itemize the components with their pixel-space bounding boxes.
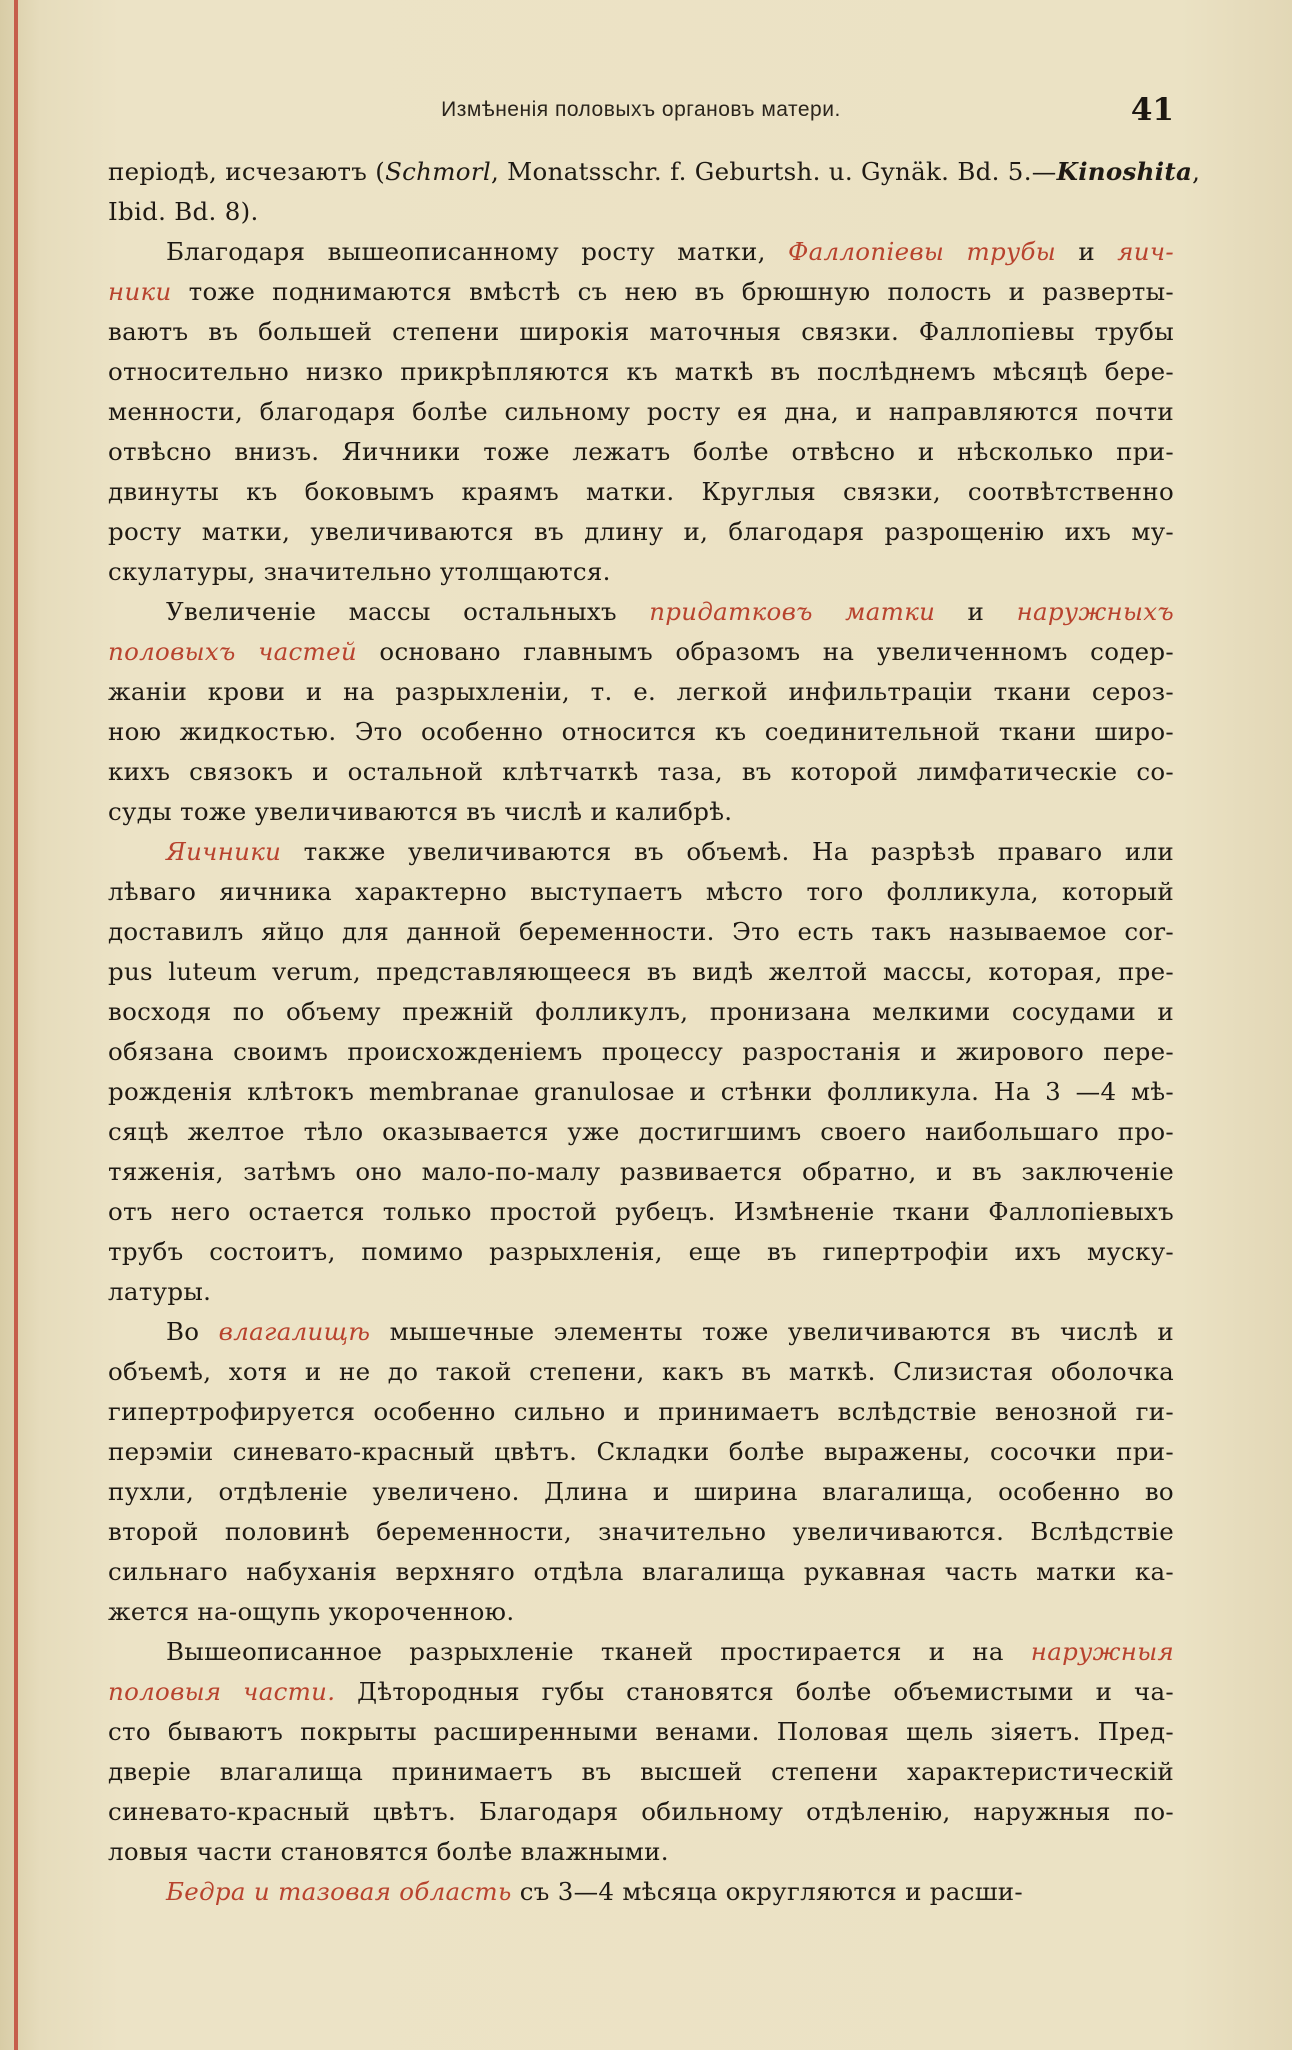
text-span: основано главнымъ образомъ на увеличенномъ содер-	[356, 637, 1174, 666]
text-line	[108, 832, 1174, 872]
text-line	[108, 1232, 1174, 1272]
text-line	[108, 1112, 1174, 1152]
spine-margin-line	[14, 0, 18, 2050]
text-line	[108, 272, 1174, 312]
text-line	[108, 472, 1174, 512]
text-line	[108, 1512, 1174, 1552]
text-span: и	[1056, 237, 1118, 266]
text-span: синевато-красный цвѣтъ. Благодаря обильному отдѣленію, наружныя по-	[108, 1797, 1174, 1826]
text-span: относительно низко прикрѣпляются къ маткѣ въ послѣднемъ мѣсяцѣ бере-	[108, 357, 1174, 386]
text-span: Вышеописанное разрыхленіе тканей простирается и на	[166, 1637, 1031, 1666]
text-span: лѣваго яичника характерно выступаетъ мѣсто того фолликула, который	[108, 877, 1174, 906]
text-span: жется на-ощупь укороченною.	[108, 1597, 515, 1626]
text-span: гипертрофируется особенно сильно и принимаетъ вслѣдствіе венозной ги-	[108, 1397, 1174, 1426]
emphasis-text: половыя части.	[108, 1677, 336, 1706]
page-header	[108, 92, 1174, 132]
text-line	[108, 1592, 1174, 1632]
text-line	[108, 672, 1174, 712]
emphasis-text: Яичники	[166, 837, 282, 866]
text-line	[108, 1352, 1174, 1392]
text-span: восходя по объему прежній фолликулъ, пронизана мелкими сосудами и	[108, 997, 1174, 1026]
text-span: сильнаго набуханія верхняго отдѣла влагалища рукавная часть матки ка-	[108, 1557, 1174, 1586]
text-line	[108, 1152, 1174, 1192]
text-line	[108, 392, 1174, 432]
text-span: съ 3—4 мѣсяца округляются и расши-	[511, 1877, 1023, 1906]
emphasis-text: Фаллопіевы трубы	[787, 237, 1057, 266]
text-line	[108, 352, 1174, 392]
text-line	[108, 1672, 1174, 1712]
text-line	[108, 912, 1174, 952]
text-line	[108, 1832, 1174, 1872]
text-span: латуры.	[108, 1277, 212, 1306]
text-line	[108, 632, 1174, 672]
text-line	[108, 1032, 1174, 1072]
text-span: и	[935, 597, 1017, 626]
text-span: суды тоже увеличиваются въ числѣ и калибрѣ.	[108, 797, 733, 826]
text-line	[108, 1432, 1174, 1472]
text-span: отвѣсно внизъ. Яичники тоже лежатъ болѣе отвѣсно и нѣсколько при-	[108, 437, 1174, 466]
text-span: обязана своимъ происхожденіемъ процессу разростанія и жирового пере-	[108, 1037, 1174, 1066]
text-span: ною жидкостью. Это особенно относится къ соединительной ткани широ-	[108, 717, 1174, 746]
text-span: трубъ состоитъ, помимо разрыхленія, еще въ гипертрофіи ихъ муску-	[108, 1237, 1174, 1266]
text-span: дверіе влагалища принимаетъ въ высшей степени характеристическій	[108, 1757, 1174, 1786]
text-span: Дѣтородныя губы становятся болѣе объемистыми и ча-	[335, 1677, 1174, 1706]
emphasis-text: наружныхъ	[1016, 597, 1174, 626]
text-span: ваютъ въ большей степени широкія маточныя связки. Фаллопіевы трубы	[108, 317, 1174, 346]
text-line	[108, 1792, 1174, 1832]
text-line	[108, 752, 1174, 792]
running-title: Измѣненія половыхъ органовъ матери.	[441, 98, 841, 121]
text-line	[108, 1192, 1174, 1232]
emphasis-text: Schmorl	[385, 157, 491, 186]
text-line	[108, 1312, 1174, 1352]
text-span: ловыя части становятся болѣе влажными.	[108, 1837, 669, 1866]
text-span: мышечные элементы тоже увеличиваются въ числѣ и	[370, 1317, 1174, 1346]
text-span: Увеличеніе массы остальныхъ	[166, 597, 650, 626]
text-span: объемѣ, хотя и не до такой степени, какъ въ маткѣ. Слизистая оболочка	[108, 1357, 1174, 1386]
emphasis-text: ники	[108, 277, 172, 306]
text-span: доставилъ яйцо для данной беременности. Это есть такъ называемое cor-	[108, 917, 1174, 946]
emphasis-text: яич-	[1117, 237, 1174, 266]
emphasis-text: влагалищѣ	[218, 1317, 371, 1346]
text-line	[108, 192, 1174, 232]
text-line	[108, 792, 1174, 832]
text-span: жаніи крови и на разрыхленіи, т. е. легкой инфильтраціи ткани сероз-	[108, 677, 1174, 706]
text-span: ,	[1192, 157, 1201, 186]
text-span: росту матки, увеличиваются въ длину и, благодаря разрощенію ихъ му-	[108, 517, 1174, 546]
text-span: Во	[166, 1317, 219, 1346]
text-span: pus luteum verum, представляющееся въ видѣ желтой массы, которая, пре-	[108, 957, 1174, 986]
text-span: тяженія, затѣмъ оно мало-по-малу развивается обратно, и въ заключеніе	[108, 1157, 1174, 1186]
text-line	[108, 592, 1174, 632]
text-line	[108, 1752, 1174, 1792]
text-line	[108, 1272, 1174, 1312]
emphasis-text: Бедра и тазовая область	[166, 1877, 512, 1906]
text-span: двинуты къ боковымъ краямъ матки. Круглыя связки, соотвѣтственно	[108, 477, 1174, 506]
text-span: перэміи синевато-красный цвѣтъ. Складки болѣе выражены, сосочки при-	[108, 1437, 1174, 1466]
page-number: 41	[1130, 92, 1174, 128]
text-line	[108, 1072, 1174, 1112]
text-span: кихъ связокъ и остальной клѣтчаткѣ таза, въ которой лимфатическіе со-	[108, 757, 1174, 786]
text-line	[108, 232, 1174, 272]
text-line	[108, 1472, 1174, 1512]
text-span: пухли, отдѣленіе увеличено. Длина и ширина влагалища, особенно во	[108, 1477, 1174, 1506]
text-span: рожденія клѣтокъ membranae granulosae и стѣнки фолликула. На 3 —4 мѣ-	[108, 1077, 1174, 1106]
emphasis-text: придатковъ матки	[649, 597, 936, 626]
text-line	[108, 1872, 1174, 1912]
emphasis-text: половыхъ частей	[108, 637, 357, 666]
text-line	[108, 512, 1174, 552]
text-line	[108, 952, 1174, 992]
text-line	[108, 432, 1174, 472]
text-line	[108, 1712, 1174, 1752]
text-span: также увеличиваются въ объемѣ. На разрѣзѣ праваго или	[281, 837, 1174, 866]
text-span: , Monatsschr. f. Geburtsh. u. Gynäk. Bd. 5.—	[491, 157, 1057, 186]
text-line	[108, 1632, 1174, 1672]
text-span: тоже поднимаются вмѣстѣ съ нею въ брюшную полость и разверты-	[171, 277, 1174, 306]
text-line	[108, 1392, 1174, 1432]
emphasis-text: наружныя	[1030, 1637, 1174, 1666]
text-line	[108, 1552, 1174, 1592]
text-span: отъ него остается только простой рубецъ. Измѣненіе ткани Фаллопіевыхъ	[108, 1197, 1174, 1226]
text-span: Благодаря вышеописанному росту матки,	[166, 237, 788, 266]
text-span: менности, благодаря болѣе сильному росту ея дна, и направляются почти	[108, 397, 1174, 426]
text-span: Ibid. Bd. 8).	[108, 197, 259, 226]
text-line	[108, 312, 1174, 352]
text-span: періодѣ, исчезаютъ (	[108, 157, 386, 186]
text-line	[108, 152, 1201, 192]
text-line	[108, 872, 1174, 912]
text-line	[108, 712, 1174, 752]
text-span: второй половинѣ беременности, значительно увеличиваются. Вслѣдствіе	[108, 1517, 1174, 1546]
text-span: сяцѣ желтое тѣло оказывается уже достигшимъ своего наибольшаго про-	[108, 1117, 1174, 1146]
text-span: скулатуры, значительно утолщаются.	[108, 557, 611, 586]
text-span: сто бываютъ покрыты расширенными венами. Половая щель зіяетъ. Пред-	[108, 1717, 1174, 1746]
emphasis-text: Kinoshita	[1056, 157, 1193, 186]
text-line	[108, 552, 1174, 592]
body-text	[108, 152, 1201, 1912]
text-line	[108, 992, 1174, 1032]
